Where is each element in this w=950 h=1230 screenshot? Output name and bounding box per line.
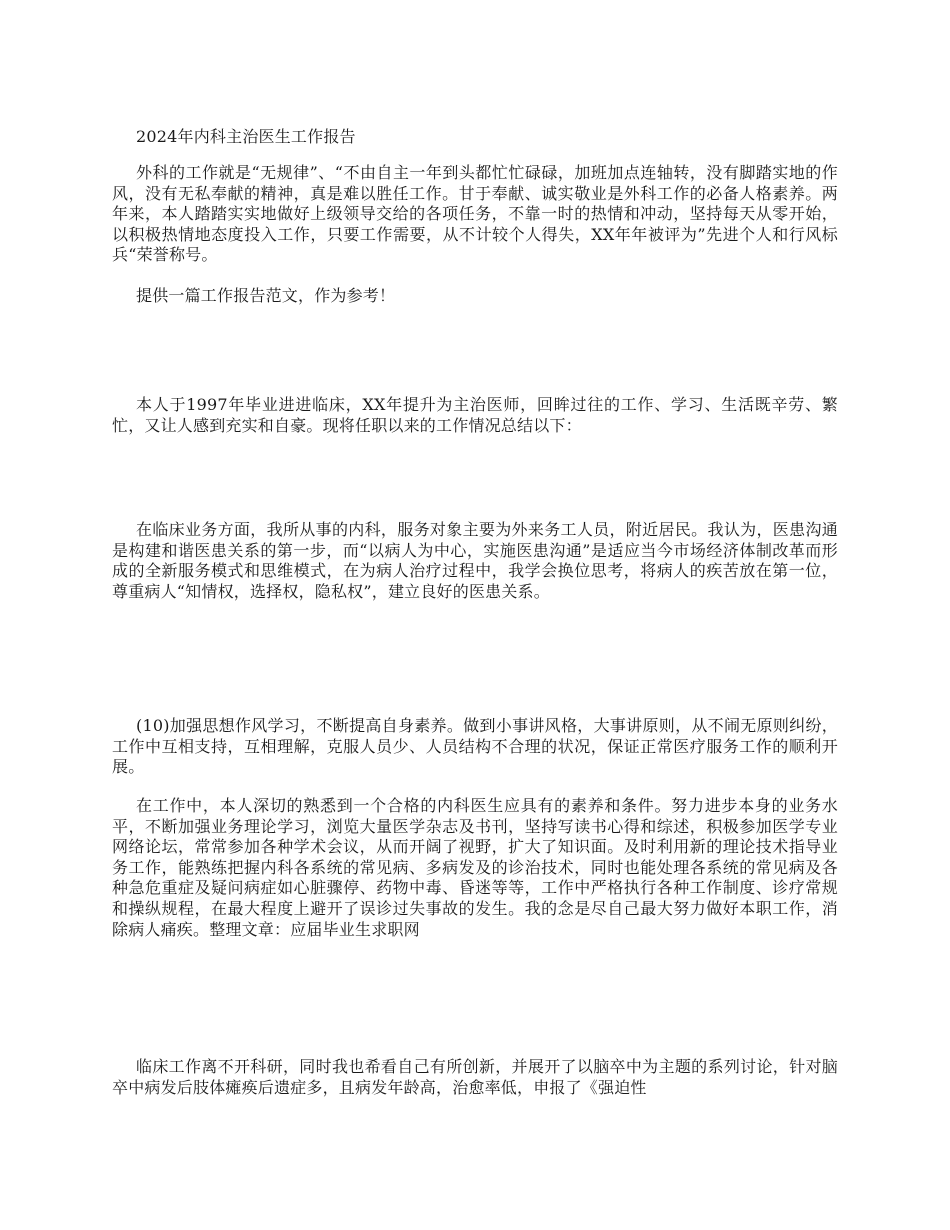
paragraph-5: (10)加强思想作风学习，不断提高自身素养。做到小事讲风格，大事讲原则，从不闹无原则纠纷，工作中互相支持，互相理解，克服人员少、人员结构不合理的状况，保证正常医疗服务工作的顺利开展。 bbox=[112, 716, 838, 777]
document-title: 2024年内科主治医生工作报告 bbox=[136, 127, 356, 146]
paragraph-6: 在工作中，本人深切的熟悉到一个合格的内科医生应具有的素养和条件。努力进步本身的业务水平，不断加强业务理论学习，浏览大量医学杂志及书刊，坚持写读书心得和综述，积极参加医学专业网络论坛，常常参加各种学术会议，从而开阔了视野，扩大了知识面。及时利用新的理论技术指导业务工作，能熟练把握内科各系统的常见病、多病发及的诊治技术，同时也能处理各系统的常见病及各种急危重症及疑问病症如心脏骤停、药物中毒、昏迷等等，工作中严格执行各种工作制度、诊疗常规和操纵规程，在最大程度上避开了误诊过失事故的发生。我的念是尽自己最大努力做好本职工作，消除病人痛疾。整理文章：应届毕业生求职网 bbox=[112, 796, 838, 939]
paragraph-2: 提供一篇工作报告范文，作为参考！ bbox=[136, 286, 396, 305]
paragraph-4: 在临床业务方面，我所从事的内科，服务对象主要为外来务工人员，附近居民。我认为，医患沟通是构建和谐医患关系的第一步，而“以病人为中心，实施医患沟通”是适应当今市场经济体制改革而形成的全新服务模式和思维模式，在为病人治疗过程中，我学会换位思考，将病人的疾苦放在第一位，尊重病人“知情权，选择权，隐私权”，建立良好的医患关系。 bbox=[112, 520, 838, 601]
paragraph-7: 临床工作离不开科研，同时我也希看自己有所创新，并展开了以脑卒中为主题的系列讨论，针对脑卒中病发后肢体瘫痪后遗症多，且病发年龄高，治愈率低，申报了《强迫性 bbox=[112, 1057, 838, 1097]
paragraph-1: 外科的工作就是“无规律”、“不由自主一年到头都忙忙碌碌，加班加点连轴转，没有脚踏实地的作风，没有无私奉献的精神，真是难以胜任工作。甘于奉献、诚实敬业是外科工作的必备人格素养。两年来，本人踏踏实实地做好上级领导交给的各项任务，不靠一时的热情和冲动，坚持每天从零开始，以积极热情地态度投入工作，只要工作需要，从不计较个人得失，XX年年被评为”先进个人和行风标兵“荣誉称号。 bbox=[112, 163, 838, 265]
paragraph-3: 本人于1997年毕业进进临床，XX年提升为主治医师，回眸过往的工作、学习、生活既辛劳、繁忙，又让人感到充实和自豪。现将任职以来的工作情况总结以下： bbox=[112, 395, 838, 435]
